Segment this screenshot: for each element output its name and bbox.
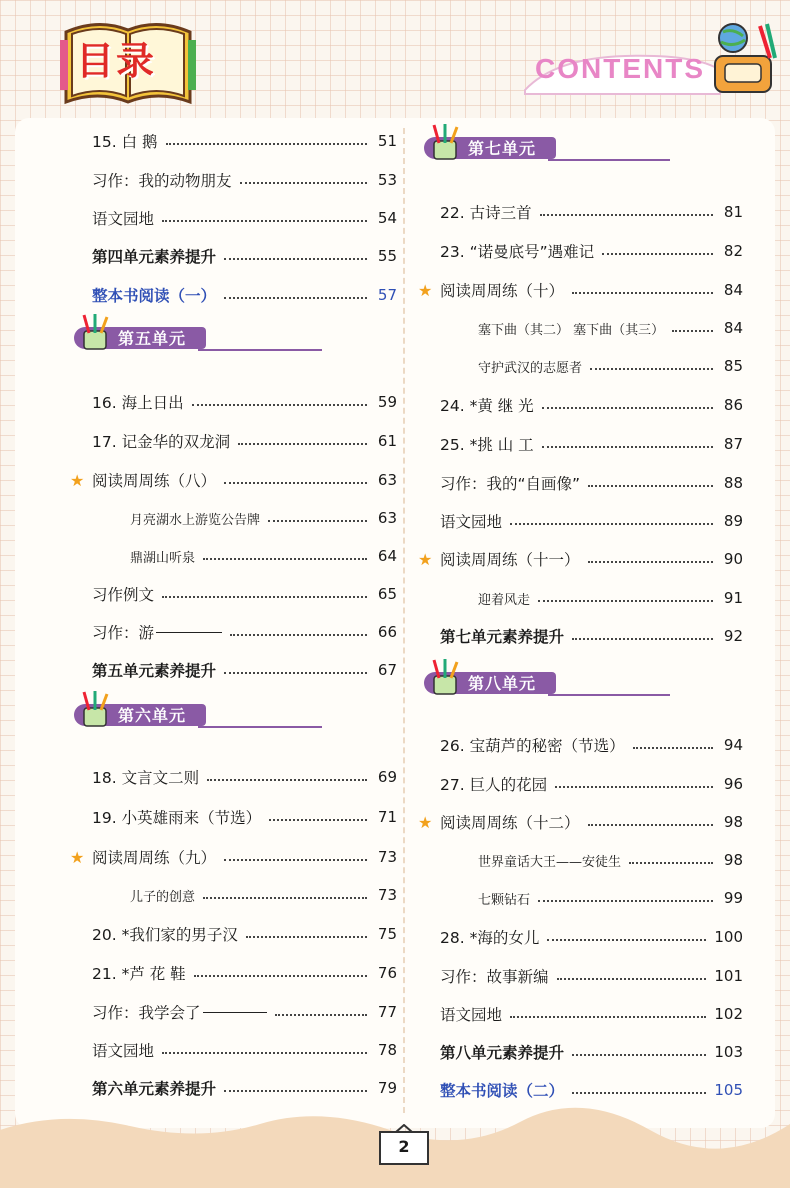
- leader-dots: [542, 446, 713, 448]
- star-icon: ★: [418, 549, 433, 569]
- toc-entry-title: 27. 巨人的花园: [440, 776, 548, 794]
- toc-entry-title: 儿子的创意: [130, 889, 196, 905]
- toc-entry-title: 23. “诺曼底号”遇难记: [440, 243, 595, 261]
- toc-page-number: 101: [714, 967, 743, 985]
- toc-page-number: 87: [723, 435, 743, 453]
- school-supplies-icon: [705, 18, 783, 98]
- toc-entry[interactable]: [130, 499, 397, 537]
- toc-entry[interactable]: [92, 276, 397, 314]
- leader-dots: [547, 939, 706, 941]
- toc-entry-title: 16. 海上日出: [92, 394, 184, 412]
- toc-entry-title: 语文园地: [440, 1006, 503, 1024]
- toc-page-number: 51: [377, 132, 397, 150]
- unit-header-unit7: [418, 129, 670, 165]
- leader-dots: [203, 897, 367, 899]
- toc-page-number: 57: [377, 286, 397, 304]
- toc-entry-title: 塞下曲（其二） 塞下曲（其三）: [478, 322, 665, 338]
- toc-entry[interactable]: [92, 161, 397, 199]
- contents-label: CONTENTS: [535, 53, 705, 84]
- toc-page-number: 82: [723, 242, 743, 260]
- page-number: 2: [398, 1137, 410, 1156]
- toc-entry[interactable]: [440, 386, 743, 424]
- leader-dots: [572, 638, 713, 640]
- pencil-cup-icon: [428, 123, 462, 161]
- toc-page-number: 102: [714, 1005, 743, 1023]
- toc-entry[interactable]: [418, 540, 743, 578]
- toc-entry-title: 阅读周周练（八）: [92, 472, 217, 490]
- leader-dots: [590, 368, 713, 370]
- toc-page-number: 78: [377, 1041, 397, 1059]
- toc-page-number: 90: [723, 550, 743, 568]
- toc-page-number: 89: [723, 512, 743, 530]
- leader-dots: [224, 1090, 367, 1092]
- toc-entry-title: 阅读周周练（十二）: [440, 814, 580, 832]
- leader-dots: [269, 819, 367, 821]
- toc-entry[interactable]: [92, 122, 397, 160]
- toc-entry-title: 月亮湖水上游览公告牌: [130, 512, 261, 528]
- toc-entry[interactable]: [418, 271, 743, 309]
- toc-page-number: 96: [723, 775, 743, 793]
- toc-entry[interactable]: [478, 841, 743, 879]
- leader-dots: [203, 558, 367, 560]
- toc-entry-title: 第七单元素养提升: [440, 628, 565, 646]
- leader-dots: [633, 747, 713, 749]
- toc-page-number: 99: [723, 889, 743, 907]
- leader-dots: [602, 253, 713, 255]
- leader-dots: [238, 443, 367, 445]
- toc-entry-title: 第五单元素养提升: [92, 662, 217, 680]
- star-icon: ★: [70, 847, 85, 867]
- toc-entry[interactable]: [92, 422, 397, 460]
- toc-page-number: 66: [377, 623, 397, 641]
- leader-dots: [572, 1092, 706, 1094]
- toc-entry[interactable]: [130, 876, 397, 914]
- page-title: 目录: [76, 39, 157, 83]
- toc-entry-title: 第六单元素养提升: [92, 1080, 217, 1098]
- leader-dots: [510, 1016, 706, 1018]
- toc-entry-title: 22. 古诗三首: [440, 204, 532, 222]
- unit-title: 第七单元: [468, 139, 537, 158]
- leader-dots: [572, 1054, 706, 1056]
- toc-entry-title: 25. *挑 山 工: [440, 436, 534, 454]
- leader-dots: [246, 936, 367, 938]
- toc-page-number: 61: [377, 432, 397, 450]
- star-icon: ★: [418, 280, 433, 300]
- toc-entry-title: 语文园地: [92, 1042, 155, 1060]
- unit-header-unit6: [68, 696, 322, 732]
- toc-entry[interactable]: [440, 726, 743, 764]
- toc-page-number: 53: [377, 171, 397, 189]
- toc-entry[interactable]: [92, 199, 397, 237]
- leader-dots: [162, 596, 367, 598]
- pencil-cup-icon: [78, 690, 112, 728]
- toc-entry[interactable]: [92, 993, 397, 1031]
- toc-entry[interactable]: [440, 464, 743, 502]
- leader-dots: [588, 561, 713, 563]
- leader-dots: [542, 407, 713, 409]
- toc-page-number: 77: [377, 1003, 397, 1021]
- toc-entry-title: 阅读周周练（十）: [440, 282, 565, 300]
- toc-entry[interactable]: [92, 237, 397, 275]
- toc-page-number: 92: [723, 627, 743, 645]
- toc-entry-title: 18. 文言文二则: [92, 769, 200, 787]
- toc-page-number: 86: [723, 396, 743, 414]
- toc-entry-title: 守护武汉的志愿者: [478, 360, 583, 376]
- toc-entry-title: 习作：故事新编: [440, 968, 549, 986]
- toc-entry[interactable]: [440, 1071, 743, 1109]
- toc-entry-title: 习作：我的“自画像”: [440, 475, 581, 493]
- toc-entry[interactable]: [440, 957, 743, 995]
- toc-entry-title: 第八单元素养提升: [440, 1044, 565, 1062]
- toc-entry-title: 20. *我们家的男子汉: [92, 926, 238, 944]
- toc-entry[interactable]: [130, 537, 397, 575]
- column-divider: [403, 128, 405, 1113]
- toc-page-number: 54: [377, 209, 397, 227]
- toc-entry[interactable]: [478, 309, 743, 347]
- toc-page-number: 88: [723, 474, 743, 492]
- toc-entry-title: 习作例文: [92, 586, 155, 604]
- leader-dots: [207, 779, 367, 781]
- toc-page-number: 84: [723, 319, 743, 337]
- unit-title: 第八单元: [468, 674, 537, 693]
- toc-entry[interactable]: [92, 575, 397, 613]
- toc-entry-title: 24. *黄 继 光: [440, 397, 534, 415]
- toc-page-number: 55: [377, 247, 397, 265]
- leader-dots: [230, 634, 367, 636]
- toc-page-number: 98: [723, 851, 743, 869]
- toc-entry[interactable]: [478, 879, 743, 917]
- toc-page-number: 94: [723, 736, 743, 754]
- toc-entry[interactable]: [440, 765, 743, 803]
- toc-entry[interactable]: [92, 798, 397, 836]
- leader-dots: [588, 485, 713, 487]
- toc-entry[interactable]: [92, 954, 397, 992]
- leader-dots: [555, 786, 713, 788]
- toc-entry[interactable]: [440, 502, 743, 540]
- leader-dots: [194, 975, 367, 977]
- toc-entry-title: 语文园地: [92, 210, 155, 228]
- toc-entry-title: 习作：游: [92, 624, 155, 642]
- leader-dots: [572, 292, 713, 294]
- toc-page-number: 63: [377, 471, 397, 489]
- star-icon: ★: [70, 470, 85, 490]
- toc-entry-title: 阅读周周练（九）: [92, 849, 217, 867]
- toc-page-number: 100: [714, 928, 743, 946]
- toc-entry-title: 世界童话大王——安徒生: [478, 854, 622, 870]
- toc-page-number: 105: [714, 1081, 743, 1099]
- toc-page-number: 98: [723, 813, 743, 831]
- toc-entry[interactable]: [92, 915, 397, 953]
- pencil-cup-icon: [78, 313, 112, 351]
- toc-entry[interactable]: [92, 613, 397, 651]
- toc-page-number: 69: [377, 768, 397, 786]
- toc-entry-title: 19. 小英雄雨来（节选）: [92, 809, 262, 827]
- toc-page-number: 59: [377, 393, 397, 411]
- leader-dots: [240, 182, 367, 184]
- leader-dots: [629, 862, 713, 864]
- toc-page-number: 84: [723, 281, 743, 299]
- leader-dots: [510, 523, 713, 525]
- toc-page-number: 103: [714, 1043, 743, 1061]
- toc-entry-title: 整本书阅读（二）: [440, 1082, 565, 1100]
- toc-page-number: 81: [723, 203, 743, 221]
- toc-entry[interactable]: [92, 383, 397, 421]
- leader-dots: [162, 220, 367, 222]
- leader-dots: [672, 330, 713, 332]
- unit-header-unit8: [418, 664, 670, 700]
- toc-entry[interactable]: [440, 425, 743, 463]
- toc-entry[interactable]: [440, 918, 743, 956]
- toc-entry[interactable]: [440, 995, 743, 1033]
- toc-page-number: 73: [377, 886, 397, 904]
- unit-header-unit5: [68, 319, 322, 355]
- toc-entry-title: 鼎湖山听泉: [130, 550, 196, 566]
- toc-entry-title: 28. *海的女儿: [440, 929, 540, 947]
- toc-page-number: 75: [377, 925, 397, 943]
- leader-dots: [224, 482, 367, 484]
- toc-entry[interactable]: [92, 1069, 397, 1107]
- toc-page-number: 65: [377, 585, 397, 603]
- toc-entry-title: 整本书阅读（一）: [92, 287, 217, 305]
- fill-in-blank: [203, 1011, 267, 1013]
- toc-entry[interactable]: [478, 347, 743, 385]
- toc-entry[interactable]: [70, 461, 397, 499]
- leader-dots: [224, 672, 367, 674]
- leader-dots: [275, 1014, 367, 1016]
- toc-page-number: 67: [377, 661, 397, 679]
- star-icon: ★: [418, 812, 433, 832]
- toc-page-number: 64: [377, 547, 397, 565]
- leader-dots: [540, 214, 713, 216]
- toc-entry[interactable]: [440, 617, 743, 655]
- toc-page-number: 63: [377, 509, 397, 527]
- leader-dots: [557, 978, 707, 980]
- toc-entry-title: 阅读周周练（十一）: [440, 551, 580, 569]
- toc-page-number: 76: [377, 964, 397, 982]
- toc-page-number: 85: [723, 357, 743, 375]
- toc-entry[interactable]: [478, 579, 743, 617]
- leader-dots: [268, 520, 367, 522]
- leader-dots: [166, 143, 367, 145]
- toc-entry[interactable]: [70, 838, 397, 876]
- leader-dots: [224, 258, 367, 260]
- toc-entry-title: 习作：我的动物朋友: [92, 172, 232, 190]
- toc-entry-title: 七颗钻石: [478, 892, 531, 908]
- toc-entry[interactable]: [92, 1031, 397, 1069]
- toc-page-number: 91: [723, 589, 743, 607]
- toc-entry-title: 语文园地: [440, 513, 503, 531]
- unit-title: 第五单元: [118, 329, 187, 348]
- toc-entry[interactable]: [440, 193, 743, 231]
- leader-dots: [224, 859, 367, 861]
- toc-entry[interactable]: [440, 1033, 743, 1071]
- toc-entry-title: 习作：我学会了: [92, 1004, 201, 1022]
- toc-entry-title: 迎着风走: [478, 592, 531, 608]
- toc-entry-title: 26. 宝葫芦的秘密（节选）: [440, 737, 625, 755]
- leader-dots: [588, 824, 713, 826]
- toc-page-number: 71: [377, 808, 397, 826]
- toc-entry[interactable]: [92, 651, 397, 689]
- toc-entry-title: 15. 白 鹅: [92, 133, 158, 151]
- unit-title: 第六单元: [118, 706, 187, 725]
- toc-page-number: 73: [377, 848, 397, 866]
- toc-entry[interactable]: [418, 803, 743, 841]
- toc-entry-title: 第四单元素养提升: [92, 248, 217, 266]
- toc-entry[interactable]: [92, 758, 397, 796]
- toc-entry[interactable]: [440, 232, 743, 270]
- leader-dots: [538, 600, 713, 602]
- pencil-cup-icon: [428, 658, 462, 696]
- leader-dots: [192, 404, 367, 406]
- toc-entry-title: 17. 记金华的双龙洞: [92, 433, 231, 451]
- leader-dots: [224, 297, 367, 299]
- toc-entry-title: 21. *芦 花 鞋: [92, 965, 186, 983]
- leader-dots: [162, 1052, 367, 1054]
- toc-page-number: 79: [377, 1079, 397, 1097]
- leader-dots: [538, 900, 713, 902]
- fill-in-blank: [156, 631, 222, 633]
